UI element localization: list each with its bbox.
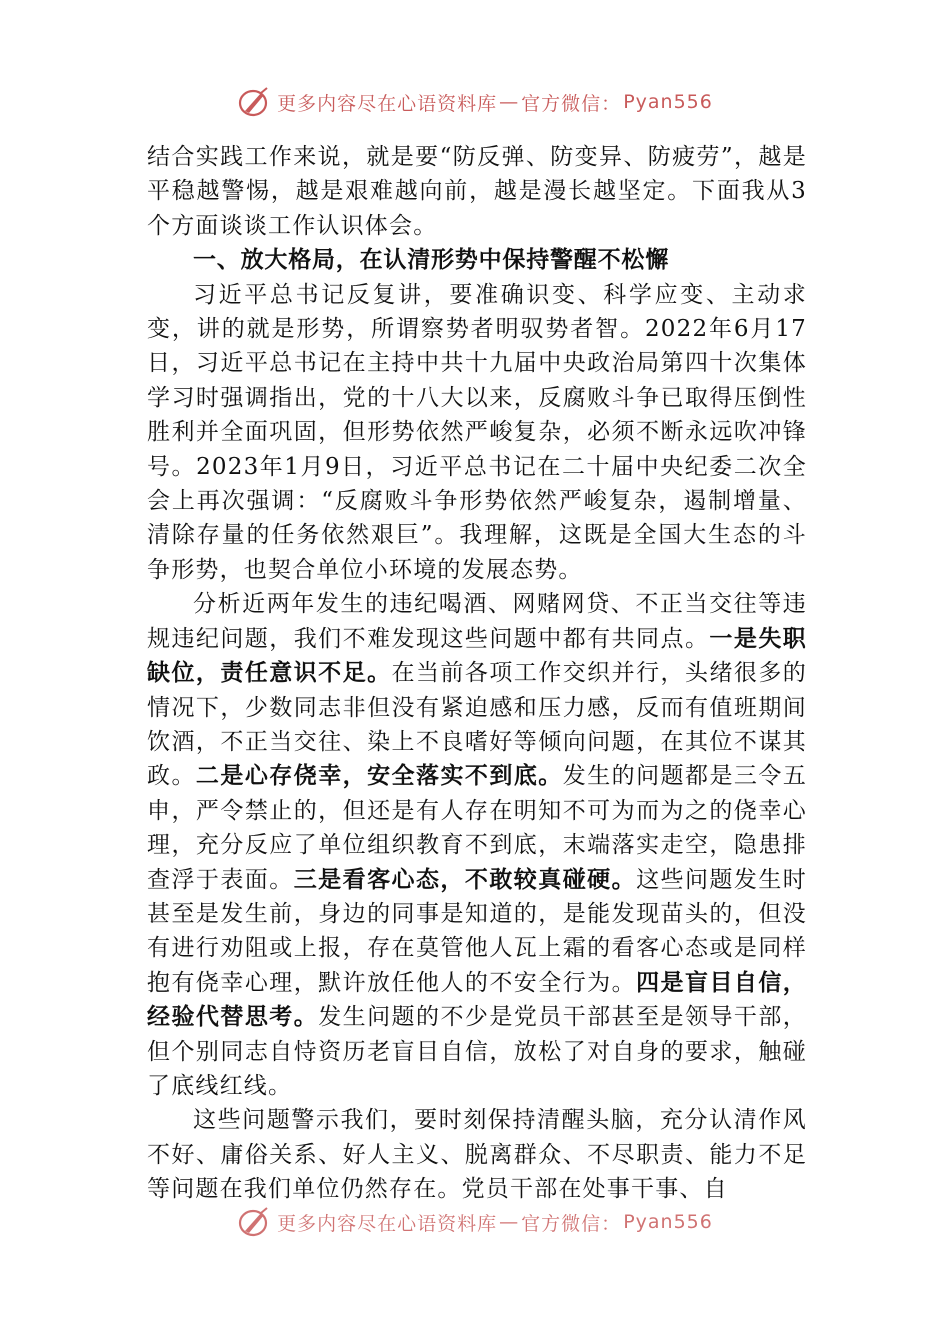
paragraph-2-text: 分析近两年发生的违纪喝酒、网赌网贷、不正当交往等违规违纪问题，我们不难发现这些问题中都有共同点。	[147, 591, 807, 652]
watermark-text: 更多内容尽在心语资料库	[277, 1212, 498, 1235]
paragraph-2-text: 在当前各项工作交织并行，头绪很多的情况下，少数同志非但没有紧迫感和压力感，反而有值班期间饮酒，不正当交往、染上不良嗜好等倾向问题，在其位不谋其政。	[147, 660, 807, 790]
document-body	[147, 140, 807, 1210]
watermark-label: 官方微信：	[521, 92, 622, 115]
point-3-bold: 三是看客心态，不敢较真碰硬。	[293, 866, 637, 893]
pen-logo-icon	[237, 1205, 271, 1239]
watermark-id: Pyan556	[623, 1211, 713, 1233]
paragraph-2	[147, 587, 807, 1103]
point-1-bold: 一是失职缺位，责任意识不足。	[147, 625, 807, 687]
point-4-bold: 四是盲目自信，经验代替思考。	[147, 969, 807, 1031]
watermark-separator: —	[499, 91, 520, 113]
footer-watermark	[0, 1202, 950, 1242]
watermark-id: Pyan556	[623, 91, 713, 113]
watermark-text: 更多内容尽在心语资料库	[277, 92, 498, 115]
watermark-separator: —	[499, 1211, 520, 1233]
header-watermark	[0, 82, 950, 122]
section-heading-1: 一、放大格局，在认清形势中保持警醒不松懈	[193, 247, 669, 274]
paragraph-2-text: 这些问题发生时甚至是发生前，身边的同事是知道的，是能发现苗头的，但没有进行劝阻或上报，存在莫管他人瓦上霜的看客心态或是同样抱有侥幸心理，默许放任他人的不安全行为。	[147, 866, 807, 996]
point-2-bold: 二是心存侥幸，安全落实不到底。	[195, 763, 563, 790]
watermark-label: 官方微信：	[521, 1212, 622, 1235]
paragraph-1: 习近平总书记反复讲，要准确识变、科学应变、主动求变，讲的就是形势，所谓察势者明驭势者智。2022年6月17日，习近平总书记在主持中共十九届中央政治局第四十次集体学习时强调指出，党的十八大以来，反腐败斗争已取得压倒性胜利并全面巩固，但形势依然严峻复杂，必须不断永远吹冲锋号。2023年1月9日，习近平总书记在二十届中央纪委二次全会上再次强调：“反腐败斗争形势依然严峻复杂，遏制增量、清除存量的任务依然艰巨”。我理解，这既是全国大生态的斗争形势，也契合单位小环境的发展态势。	[147, 281, 807, 583]
pen-logo-icon	[237, 85, 271, 119]
paragraph-2-text: 发生问题的不少是党员干部甚至是领导干部，但个别同志自恃资历老盲目自信，放松了对自身的要求，触碰了底线红线。	[147, 1004, 807, 1099]
paragraph-0: 结合实践工作来说，就是要“防反弹、防变异、防疲劳”，越是平稳越警惕，越是艰难越向前，越是漫长越坚定。下面我从3个方面谈谈工作认识体会。	[147, 144, 807, 239]
paragraph-2-text: 发生的问题都是三令五申，严令禁止的，但还是有人存在明知不可为而为之的侥幸心理，充分反应了单位组织教育不到底，末端落实走空，隐患排查浮于表面。	[147, 763, 807, 893]
paragraph-3: 这些问题警示我们，要时刻保持清醒头脑，充分认清作风不好、庸俗关系、好人主义、脱离群众、不尽职责、能力不足等问题在我们单位仍然存在。党员干部在处事干事、自	[147, 1107, 807, 1203]
